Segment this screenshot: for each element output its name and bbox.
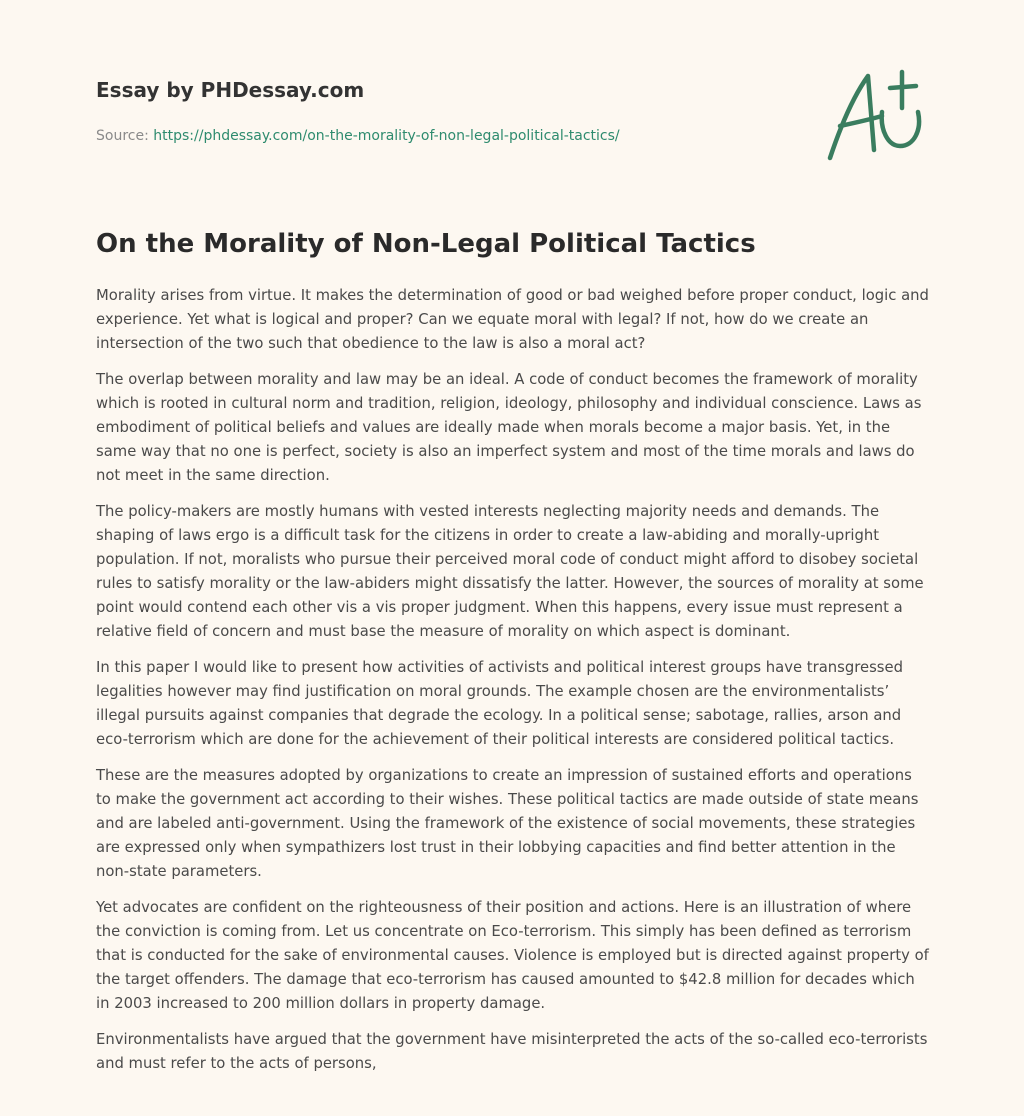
essay-paragraph: Environmentalists have argued that the government have misinterpreted the acts of the so-called eco-terrorists and must refer to the acts of persons, <box>96 1031 928 1072</box>
a-plus-grade-logo-icon <box>818 64 928 166</box>
essay-paragraph: The policy-makers are mostly humans with vested interests neglecting majority needs and demands. The shaping of laws ergo is a difficult task for the citizens in order to create a law-abiding and morally-upright population. If not, moralists who pursue their perceived moral code of conduct might afford to disobey societal rules to satisfy morality or the law-abiders might dissatisfy the latter. However, the sources of morality at some point would contend each other vis a vis proper judgment. When this happens, every issue must represent a relative field of concern and must base the measure of morality on which aspect is dominant. <box>96 503 924 640</box>
essay-paragraph: These are the measures adopted by organizations to create an impression of sustained efforts and operations to make the government act according to their wishes. These political tactics are made outside of state means and are labeled anti-government. Using the framework of the existence of social movements, these strategies are expressed only when sympathizers lost trust in their lobbying capacities and find better attention in the non-state parameters. <box>96 767 919 880</box>
essay-paragraph: Yet advocates are confident on the righteousness of their position and actions. Here is an illustration of where the conviction is coming from. Let us concentrate on Eco-terrorism. This simply has been defined as terrorism that is conducted for the sake of environmental causes. Violence is employed but is directed against property of the target offenders. The damage that eco-terrorism has caused amounted to $42.8 million for decades which in 2003 increased to 200 million dollars in property damage. <box>96 899 929 1012</box>
page-header <box>96 76 796 146</box>
source-line <box>96 126 796 146</box>
source-link[interactable]: https://phdessay.com/on-the-morality-of-non-legal-political-tactics/ <box>153 128 620 144</box>
essay-body <box>96 284 930 1088</box>
essay-title: On the Morality of Non-Legal Political Tactics <box>96 229 756 259</box>
essay-paragraph: Morality arises from virtue. It makes the determination of good or bad weighed before proper conduct, logic and experience. Yet what is logical and proper? Can we equate moral with legal? If not, how do we create an intersection of the two such that obedience to the law is also a moral act? <box>96 287 929 352</box>
site-brand: Essay by PHDessay.com <box>96 78 365 102</box>
essay-paragraph: In this paper I would like to present how activities of activists and political interest groups have transgressed legalities however may find justification on moral grounds. The example chosen are the environmentalists’ illegal pursuits against companies that degrade the ecology. In a political sense; sabotage, rallies, arson and eco-terrorism which are done for the achievement of their political interests are considered political tactics. <box>96 659 904 748</box>
essay-paragraph: The overlap between morality and law may be an ideal. A code of conduct becomes the framework of morality which is rooted in cultural norm and tradition, religion, ideology, philosophy and individual conscience. Laws as embodiment of political beliefs and values are ideally made when morals become a major basis. Yet, in the same way that no one is perfect, society is also an imperfect system and most of the time morals and laws do not meet in the same direction. <box>96 371 922 484</box>
source-label: Source: <box>96 128 149 144</box>
